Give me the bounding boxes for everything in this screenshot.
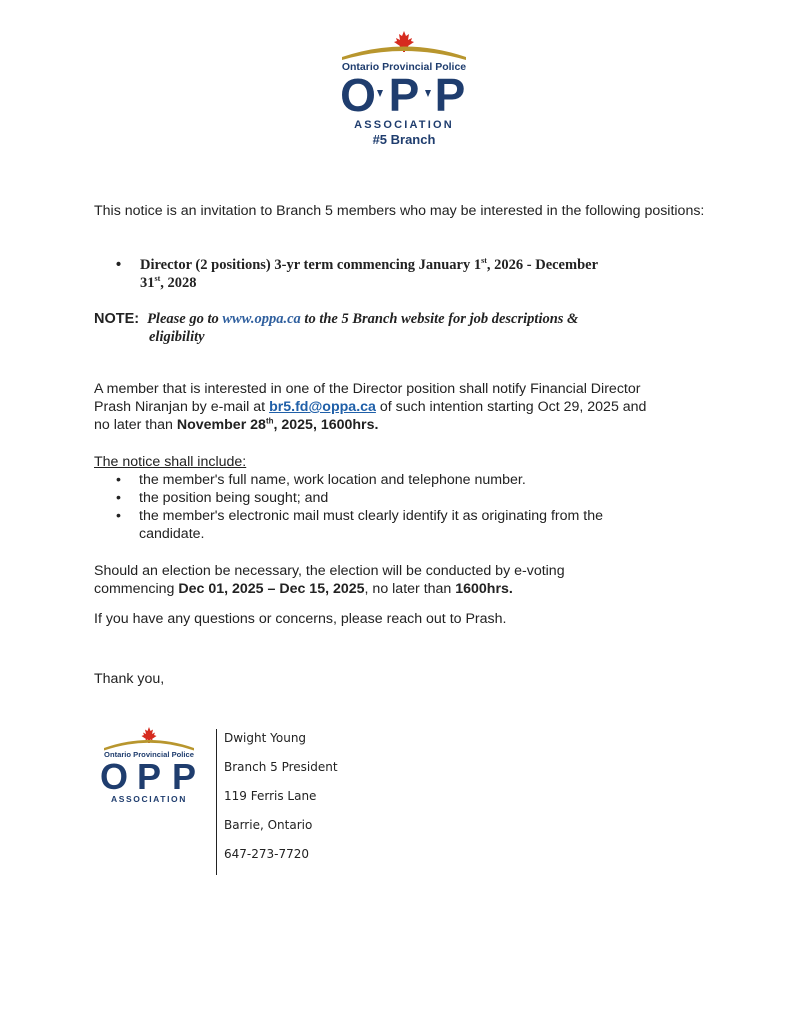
interest-paragraph [94, 380, 714, 434]
note-website-link[interactable]: www.oppa.ca [222, 311, 301, 327]
position-text [116, 256, 696, 292]
position-bullet [116, 256, 696, 292]
signature-title: Branch 5 President [224, 760, 338, 774]
interest-line3: no later than [94, 417, 177, 433]
logo-small-association: ASSOCIATION [110, 794, 188, 804]
note-text-post: to the 5 Branch website for job descriptions & [300, 311, 579, 327]
logo-letter-p1: P [388, 69, 420, 121]
deadline-sup: th [265, 416, 274, 426]
signature-address: 119 Ferris Lane [224, 789, 317, 803]
opp-association-logo-small [100, 724, 198, 806]
position-line2: 31 [140, 275, 155, 291]
election-line2: commencing [94, 581, 179, 597]
note-block [94, 310, 714, 346]
opp-logo-small-graphic [100, 724, 198, 806]
email-link[interactable]: br5.fd@oppa.ca [269, 399, 376, 415]
list-item: • the member's full name, work location and telephone number. [94, 471, 654, 489]
signature-divider [216, 729, 217, 875]
signature-name: Dwight Young [224, 731, 307, 745]
position-line1: Director (2 positions) 3-yr term commencing January 1 [140, 257, 482, 273]
signature-phone: 647-273-7720 [224, 847, 310, 861]
note-text-pre: Please go to [147, 311, 223, 327]
opp-logo-graphic [336, 28, 472, 132]
position-line2-end: , 2028 [160, 275, 197, 291]
signature-city: Barrie, Ontario [224, 818, 313, 832]
questions-paragraph: If you have any questions or concerns, please reach out to Prash. [94, 611, 507, 627]
notice-include-list [94, 471, 654, 543]
closing-text: Thank you, [94, 671, 165, 687]
gold-arch-small [104, 740, 194, 751]
election-time: 1600hrs. [455, 581, 513, 597]
logo-org-name: Ontario Provincial Police [341, 61, 467, 73]
interest-line2-end: of such intention starting Oct 29, 2025 and [375, 399, 647, 415]
position-line1-end: , 2026 - December [486, 257, 599, 273]
election-line1: Should an election be necessary, the election will be conducted by e-voting [94, 563, 565, 579]
interest-line2: Prash Niranjan by e-mail at [94, 399, 270, 415]
note-text-line2: eligibility [149, 329, 205, 345]
logo-letter-p2: P [434, 69, 466, 121]
election-dates: Dec 01, 2025 – Dec 15, 2025 [178, 581, 365, 597]
logo-small-letter-p1: P [136, 756, 162, 797]
note-label: NOTE: [94, 311, 140, 327]
interest-line1: A member that is interested in one of the Director position shall notify Financial Director [94, 381, 641, 397]
deadline-date: November 28 [176, 417, 266, 433]
logo-association: ASSOCIATION [354, 119, 454, 131]
deadline-date-end: , 2025, 1600hrs. [273, 417, 379, 433]
notice-include-block [94, 453, 706, 543]
branch-label: #5 Branch [372, 132, 436, 147]
list-item: • the member's electronic mail must clearly identify it as originating from the candidate. [94, 507, 654, 543]
bullet-marker: • [116, 257, 122, 273]
intro-paragraph: This notice is an invitation to Branch 5 members who may be interested in the following positions: [94, 203, 705, 219]
list-item: • the position being sought; and [94, 489, 654, 507]
position-sup2: st [154, 274, 161, 284]
logo-small-org-name: Ontario Provincial Police [104, 750, 194, 759]
position-sup1: st [481, 256, 487, 266]
election-line2-mid: , no later than [364, 581, 456, 597]
notice-include-heading: The notice shall include: [94, 454, 247, 470]
gold-arch [342, 47, 466, 61]
logo-letter-o: O [340, 69, 376, 121]
logo-small-letter-p2: P [171, 756, 197, 797]
logo-small-letter-o: O [100, 756, 129, 797]
election-paragraph [94, 562, 706, 598]
